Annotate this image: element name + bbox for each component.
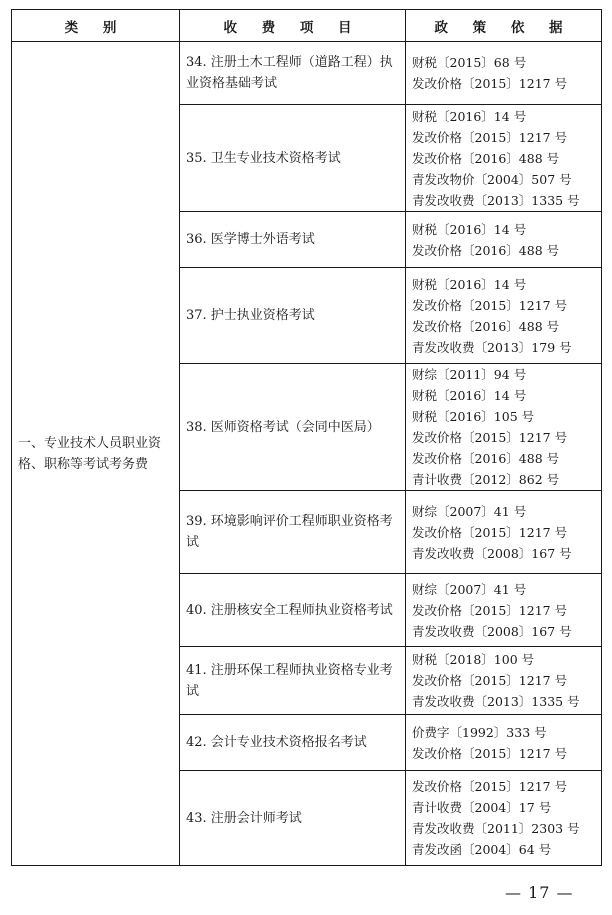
- policy-reference: 价费字〔1992〕333 号: [412, 724, 547, 740]
- policy-reference: 发改价格〔2015〕1217 号: [412, 129, 568, 145]
- policy-reference: 财综〔2007〕41 号: [412, 581, 527, 597]
- policy-reference: 财税〔2016〕14 号: [412, 276, 527, 292]
- policy-reference: 财综〔2011〕94 号: [412, 367, 527, 382]
- policy-cell: [406, 212, 602, 268]
- fee-item-cell: 43. 注册会计师考试: [180, 771, 406, 866]
- policy-reference: 青发改收费〔2011〕2303 号: [412, 821, 580, 836]
- header-category: 类 别: [12, 10, 180, 42]
- policy-cell: [406, 491, 602, 574]
- policy-reference: 财税〔2018〕100 号: [412, 652, 535, 667]
- policy-cell: [406, 574, 602, 647]
- policy-reference: 发改价格〔2016〕488 号: [412, 318, 560, 334]
- policy-reference: 财税〔2016〕14 号: [412, 108, 527, 124]
- policy-cell: [406, 771, 602, 866]
- policy-reference: 发改价格〔2015〕1217 号: [412, 673, 568, 688]
- fee-item-cell: 34. 注册土木工程师（道路工程）执业资格基础考试: [180, 42, 406, 105]
- policy-reference: 青发改收费〔2008〕167 号: [412, 545, 572, 561]
- policy-reference: 发改价格〔2015〕1217 号: [412, 76, 568, 91]
- policy-cell: [406, 364, 602, 491]
- policy-reference: 青计收费〔2004〕17 号: [412, 800, 552, 815]
- table-row: [12, 42, 602, 105]
- fee-table: [11, 9, 602, 866]
- fee-item-cell: 40. 注册核安全工程师执业资格考试: [180, 574, 406, 647]
- page-number: — 17 —: [505, 883, 574, 902]
- policy-reference: 发改价格〔2016〕488 号: [412, 451, 560, 466]
- policy-reference: 青发改函〔2004〕64 号: [412, 842, 552, 857]
- policy-reference: 发改价格〔2015〕1217 号: [412, 779, 568, 794]
- header-policy: 政 策 依 据: [406, 10, 602, 42]
- fee-item-cell: 37. 护士执业资格考试: [180, 268, 406, 364]
- policy-reference: 财综〔2007〕41 号: [412, 503, 527, 519]
- fee-item-cell: 35. 卫生专业技术资格考试: [180, 105, 406, 212]
- policy-reference: 发改价格〔2016〕488 号: [412, 242, 560, 258]
- policy-cell: [406, 105, 602, 212]
- policy-reference: 发改价格〔2015〕1217 号: [412, 745, 568, 761]
- policy-reference: 发改价格〔2016〕488 号: [412, 150, 560, 166]
- policy-reference: 发改价格〔2015〕1217 号: [412, 297, 568, 313]
- policy-cell: [406, 268, 602, 364]
- policy-reference: 青发改收费〔2013〕179 号: [412, 339, 572, 355]
- policy-reference: 青发改物价〔2004〕507 号: [412, 171, 572, 187]
- fee-item-cell: 42. 会计专业技术资格报名考试: [180, 715, 406, 771]
- policy-reference: 财税〔2016〕105 号: [412, 409, 535, 424]
- policy-reference: 发改价格〔2015〕1217 号: [412, 602, 568, 618]
- policy-reference: 财税〔2016〕14 号: [412, 221, 527, 237]
- policy-reference: 发改价格〔2015〕1217 号: [412, 524, 568, 540]
- policy-cell: [406, 42, 602, 105]
- policy-reference: 青发改收费〔2013〕1335 号: [412, 192, 580, 208]
- policy-cell: [406, 647, 602, 715]
- header-row: [12, 10, 602, 42]
- policy-reference: 财税〔2016〕14 号: [412, 388, 527, 403]
- category-cell: 一、专业技术人员职业资格、职称等考试考务费: [12, 42, 180, 866]
- fee-item-cell: 41. 注册环保工程师执业资格专业考试: [180, 647, 406, 715]
- fee-item-cell: 39. 环境影响评价工程师职业资格考试: [180, 491, 406, 574]
- policy-reference: 青发改收费〔2008〕167 号: [412, 623, 572, 639]
- fee-item-cell: 38. 医师资格考试（会同中医局）: [180, 364, 406, 491]
- policy-reference: 发改价格〔2015〕1217 号: [412, 430, 568, 445]
- policy-reference: 青发改收费〔2013〕1335 号: [412, 694, 580, 709]
- policy-cell: [406, 715, 602, 771]
- policy-reference: 财税〔2015〕68 号: [412, 55, 527, 70]
- header-item: 收 费 项 目: [180, 10, 406, 42]
- policy-reference: 青计收费〔2012〕862 号: [412, 472, 560, 487]
- fee-item-cell: 36. 医学博士外语考试: [180, 212, 406, 268]
